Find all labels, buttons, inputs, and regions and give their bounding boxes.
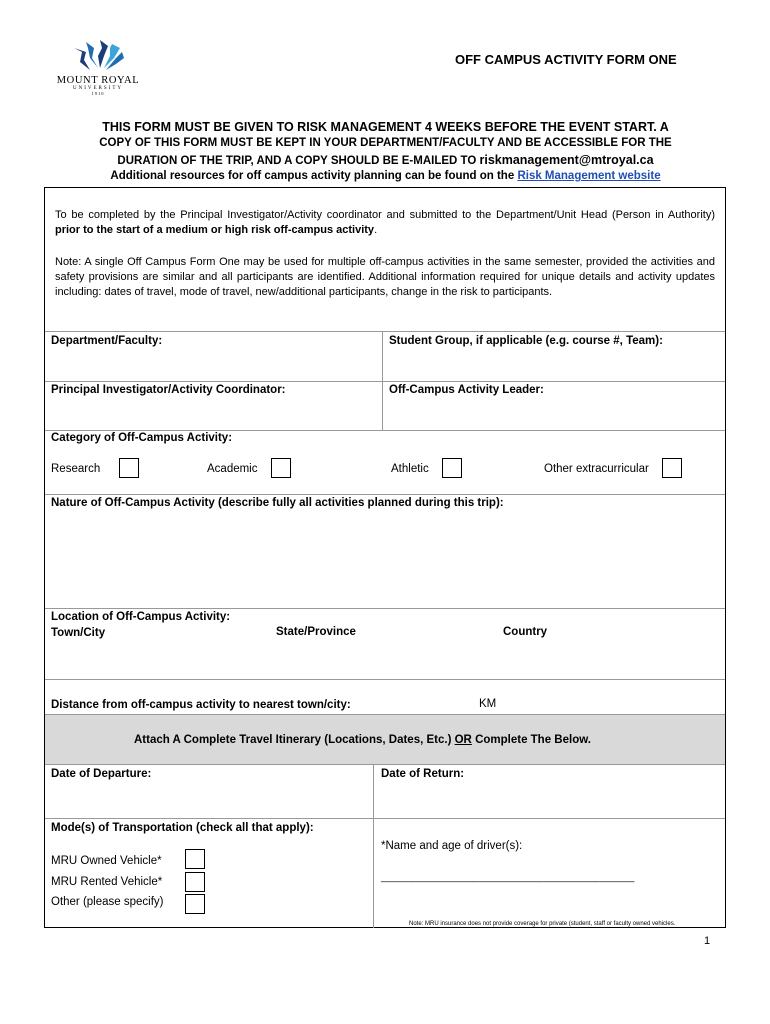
return-input[interactable] bbox=[375, 784, 725, 817]
category-other-label: Other extracurricular bbox=[544, 463, 649, 475]
category-label: Category of Off-Campus Activity: bbox=[51, 432, 233, 444]
departure-input[interactable] bbox=[45, 784, 372, 817]
country-label: Country bbox=[503, 626, 548, 638]
itinerary-or: OR bbox=[454, 734, 472, 746]
distance-unit: KM bbox=[479, 698, 497, 710]
itinerary-instruction bbox=[134, 734, 591, 746]
itinerary-post: Complete The Below. bbox=[475, 734, 591, 746]
resources-text: Additional resources for off campus activity planning can be found on the bbox=[110, 170, 515, 182]
nature-textarea[interactable] bbox=[45, 514, 725, 606]
other-transport-checkbox[interactable] bbox=[185, 894, 205, 914]
divider bbox=[45, 679, 725, 680]
leader-input[interactable] bbox=[383, 399, 725, 429]
transport-other-label: Other (please specify) bbox=[51, 896, 164, 908]
category-academic-label: Academic bbox=[207, 463, 258, 475]
intro-bold-text: prior to the start of a medium or high risk off-campus activity bbox=[55, 224, 375, 236]
intro-end: . bbox=[374, 224, 378, 236]
state-province-label: State/Province bbox=[276, 626, 356, 638]
departure-label: Date of Departure: bbox=[51, 768, 152, 780]
form-frame bbox=[44, 187, 726, 928]
intro-text: To be completed by the Principal Investigator/Activity coordinator and submitted to the Department/Unit Head (Person in Authority) bbox=[55, 209, 715, 221]
logo-year: 1910 bbox=[91, 91, 105, 96]
notice-line-3 bbox=[44, 153, 727, 167]
transport-rented-label: MRU Rented Vehicle* bbox=[51, 876, 163, 888]
column-divider bbox=[373, 764, 374, 928]
department-input[interactable] bbox=[45, 350, 381, 380]
divider bbox=[45, 331, 725, 332]
itinerary-pre: Attach A Complete Travel Itinerary (Locations, Dates, Etc.) bbox=[134, 734, 452, 746]
driver-input[interactable]: ____________________________________________ bbox=[381, 872, 635, 883]
form-title: OFF CAMPUS ACTIVITY FORM ONE bbox=[455, 52, 677, 67]
return-label: Date of Return: bbox=[381, 768, 465, 780]
rented-vehicle-checkbox[interactable] bbox=[185, 872, 205, 892]
divider bbox=[45, 608, 725, 609]
town-city-label: Town/City bbox=[51, 627, 106, 639]
athletic-checkbox[interactable] bbox=[442, 458, 462, 478]
other-extracurricular-checkbox[interactable] bbox=[662, 458, 682, 478]
research-checkbox[interactable] bbox=[119, 458, 139, 478]
student-group-input[interactable] bbox=[383, 350, 725, 380]
divider bbox=[45, 818, 725, 819]
driver-label: *Name and age of driver(s): bbox=[381, 840, 523, 852]
distance-label: Distance from off-campus activity to nearest town/city: bbox=[51, 699, 351, 711]
notice-line-3-text: DURATION OF THE TRIP, AND A COPY SHOULD BE E-MAILED TO bbox=[117, 155, 477, 167]
risk-email[interactable]: riskmanagement@mtroyal.ca bbox=[479, 153, 654, 167]
risk-management-link[interactable]: Risk Management website bbox=[517, 170, 661, 182]
pi-label: Principal Investigator/Activity Coordinator: bbox=[51, 384, 286, 396]
divider bbox=[45, 381, 725, 382]
logo-name: MOUNT ROYAL bbox=[56, 75, 140, 86]
notice-line-1: THIS FORM MUST BE GIVEN TO RISK MANAGEMENT 4 WEEKS BEFORE THE EVENT START. A bbox=[102, 120, 669, 134]
location-input[interactable] bbox=[45, 643, 725, 677]
divider bbox=[45, 494, 725, 495]
university-logo bbox=[50, 38, 146, 108]
page-number: 1 bbox=[704, 935, 711, 947]
transport-owned-label: MRU Owned Vehicle* bbox=[51, 855, 162, 867]
insurance-note: Note: MRU insurance does not provide coverage for private (student, staff or faculty owned vehicles. bbox=[409, 921, 676, 927]
category-research-label: Research bbox=[51, 463, 101, 475]
leader-label: Off-Campus Activity Leader: bbox=[389, 384, 544, 396]
academic-checkbox[interactable] bbox=[271, 458, 291, 478]
notice-line-4 bbox=[44, 170, 727, 182]
nature-label: Nature of Off-Campus Activity (describe fully all activities planned during this trip): bbox=[51, 497, 504, 509]
note-paragraph: Note: A single Off Campus Form One may be used for multiple off-campus activities in the same semester, provided the activities and safety provisions are similar and all participants are identified. Additional information required for unique details and activity updates including: dates of travel, mode of travel, new/additional participants, change in the risk to participants. bbox=[55, 256, 715, 298]
mountain-logo-icon bbox=[70, 38, 126, 74]
intro-paragraph bbox=[55, 208, 715, 238]
notice-line-2: COPY OF THIS FORM MUST BE KEPT IN YOUR DEPARTMENT/FACULTY AND BE ACCESSIBLE FOR THE bbox=[99, 137, 672, 149]
transport-label: Mode(s) of Transportation (check all that apply): bbox=[51, 822, 314, 834]
department-label: Department/Faculty: bbox=[51, 335, 163, 347]
category-athletic-label: Athletic bbox=[391, 463, 429, 475]
pi-input[interactable] bbox=[45, 399, 381, 429]
student-group-label: Student Group, if applicable (e.g. course #, Team): bbox=[389, 335, 663, 347]
divider bbox=[45, 430, 725, 431]
location-label: Location of Off-Campus Activity: bbox=[51, 611, 231, 623]
divider bbox=[45, 764, 725, 765]
logo-subtitle: UNIVERSITY bbox=[73, 86, 123, 91]
owned-vehicle-checkbox[interactable] bbox=[185, 849, 205, 869]
